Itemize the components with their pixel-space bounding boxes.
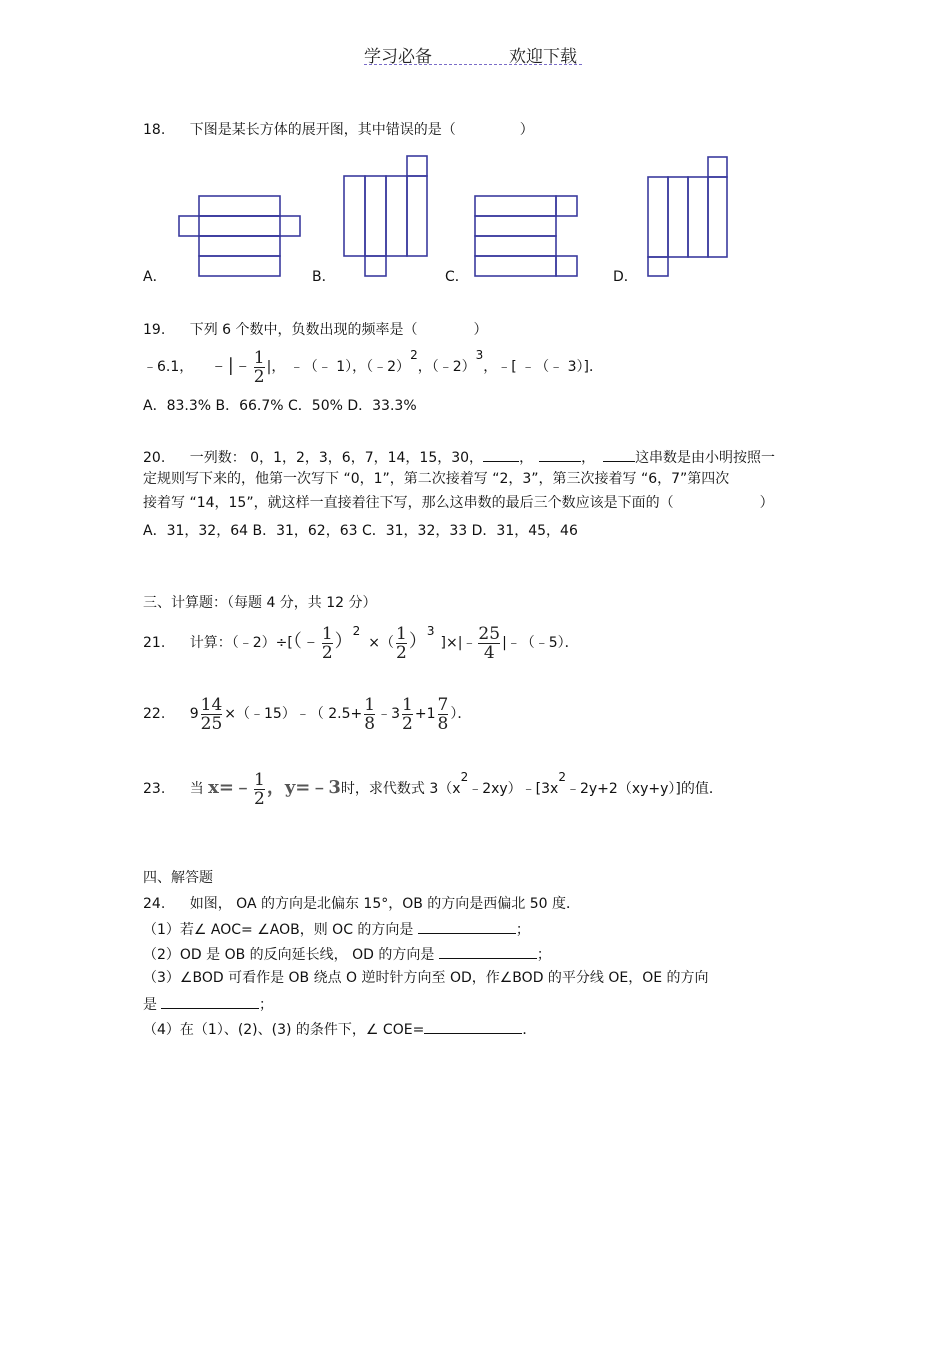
q22-n1: 14: [200, 694, 223, 715]
q19-text: 下列 6 个数中，负数出现的频率是（: [189, 322, 418, 338]
q19-expr-e: ，﹣[ ﹣（﹣ 3）]．: [483, 359, 603, 375]
q24-p3b-text: 是: [143, 997, 157, 1013]
q24-intro: 如图， OA 的方向是北偏东 15°，OB 的方向是西偏北 50 度．: [189, 896, 581, 912]
q23-c: ﹣2xy）﹣[3x: [468, 781, 559, 797]
q19-choices: A．83.3% B．66.7% C．50% D．33.3%: [143, 398, 417, 414]
q24-intro-line: [143, 895, 580, 913]
q18-option-d: D．: [613, 269, 638, 285]
q19-exp2: 2: [410, 348, 418, 362]
q24-part4: [143, 1019, 536, 1039]
q22-frac-2: [364, 696, 375, 733]
q19-fraction: [254, 349, 265, 386]
q21-n2: 1: [396, 623, 407, 644]
q20-number: 20.: [143, 450, 166, 466]
figure-c-net: [475, 196, 577, 276]
q22-d3: 2: [402, 713, 413, 734]
q20-text-d: 这串数是由小明按照一: [635, 450, 776, 466]
q19-expr-a: ﹣6.1，: [143, 359, 194, 375]
q22-c: ﹣3: [377, 706, 401, 722]
q21-d2: 2: [396, 642, 407, 663]
q22: [143, 692, 471, 736]
q22-frac-3: [402, 696, 413, 733]
section-3-title: 三、计算题：（每题 4 分，共 12 分）: [143, 595, 377, 611]
q24-part3b: [143, 994, 273, 1014]
figure-a-net: [179, 196, 300, 276]
q23-x: x=﹣: [208, 777, 252, 798]
q24-p4-blank[interactable]: [424, 1019, 522, 1034]
q18-option-c: C．: [445, 269, 469, 285]
q19-exp3: 3: [475, 348, 484, 362]
q23-frac: [254, 771, 265, 808]
figure-b-net: [344, 156, 427, 276]
q20-line1: [143, 447, 775, 467]
q21-exp3: 3: [426, 624, 435, 638]
q24-p3-blank[interactable]: [161, 994, 259, 1009]
q21-number: 21.: [143, 635, 166, 651]
q21-exp2: 2: [352, 624, 361, 638]
q24-part1: [143, 919, 530, 939]
q21-g: |﹣（﹣5）．: [502, 635, 579, 651]
q21-n1: 1: [321, 623, 333, 644]
q19-frac-den: 2: [253, 366, 265, 387]
q22-n2: 1: [364, 694, 376, 715]
q19: [143, 321, 488, 339]
q18-close: ）: [519, 122, 534, 138]
q20-text-a: 一列数： 0，1，2，3，6，7，14，15，30，: [189, 450, 484, 466]
q24-p3b-end: ；: [259, 997, 273, 1013]
q22-d2: 8: [364, 713, 376, 734]
q23-a: 当: [189, 781, 204, 797]
q22-d1: 25: [200, 713, 223, 734]
q23-exp2: 2: [558, 770, 566, 784]
q23-n: 1: [254, 769, 265, 790]
q21-d3: 4: [483, 642, 495, 663]
q22-d4: 8: [437, 713, 449, 734]
header-right: 欢迎下载: [509, 47, 577, 67]
q22-b: ×（﹣15）﹣（ 2.5+: [224, 706, 363, 722]
q24-p2-end: ；: [536, 947, 551, 963]
q24-p1-text: （1）若∠ AOC= ∠AOB，则 OC 的方向是: [143, 922, 414, 938]
q22-d: +1: [414, 706, 436, 722]
q23-d: 2: [254, 788, 265, 809]
q21-c: ）: [334, 631, 353, 652]
q18-number: 18.: [143, 122, 166, 138]
q20-line2: 定规则写下来的，他第一次写下 “0，1”，第二次接着写 “2，3”，第三次接着写 “6，7”第四次: [143, 471, 730, 487]
section-4-title: 四、解答题: [143, 870, 213, 886]
figure-d-net: [648, 157, 727, 276]
q24-p2-text: （2）OD 是 OB 的反向延长线， OD 的方向是: [143, 947, 435, 963]
q21: [143, 620, 579, 664]
q21-f: ]×|﹣: [440, 635, 477, 651]
q21-frac-3: [478, 625, 500, 662]
q20-text-c: ，: [581, 450, 596, 466]
q21-frac-1: [322, 625, 333, 662]
q24-p4-text: （4）在（1）、(2)、(3) 的条件下，∠ COE=: [143, 1022, 425, 1038]
q23: [143, 766, 723, 810]
q18-text: 下图是某长方体的展开图，其中错误的是（: [189, 122, 456, 138]
q22-e: ）．: [450, 706, 472, 722]
q22-n3: 1: [402, 694, 413, 715]
q19-abs-open: |: [227, 355, 234, 376]
q20-text-b: ，: [519, 450, 534, 466]
q21-frac-2: [396, 625, 407, 662]
q23-b: 时，求代数式 3（x: [340, 781, 461, 797]
header-left: 学习必备: [364, 47, 432, 67]
q24-number: 24.: [143, 896, 166, 912]
q19-expr-d: ，（﹣2）: [417, 359, 476, 375]
q23-y: ，y=﹣3: [266, 777, 341, 798]
q20-line3-text: 接着写 “14，15”，就这样一直接着往下写，那么这串数的最后三个数应该是下面的（: [143, 495, 674, 511]
q20-choices: A．31，32，64 B．31，62，63 C．31，32，33 D．31，45，46: [143, 523, 578, 539]
q19-frac-num: 1: [253, 347, 265, 368]
q22-number: 22.: [143, 706, 166, 722]
q23-exp1: 2: [460, 770, 469, 784]
q19-close: ）: [473, 322, 488, 338]
q18-figures: [0, 0, 950, 300]
q19-expr-b: ﹣: [209, 355, 228, 376]
q19-numbers: [143, 346, 603, 386]
q19-number: 19.: [143, 322, 166, 338]
q21-d1: 2: [321, 642, 333, 663]
q24-p1-blank[interactable]: [418, 919, 516, 934]
q21-a: 计算：（﹣2）÷[: [189, 635, 293, 651]
q21-d: ×（: [368, 635, 395, 651]
q24-part3: （3）∠BOD 可看作是 OB 绕点 O 逆时针方向至 OD，作∠BOD 的平分线 OE，OE 的方向: [143, 970, 709, 986]
q20-close: ）: [759, 495, 774, 511]
q18-option-a: A．: [143, 269, 167, 285]
q24-p4-end: ．: [522, 1022, 537, 1038]
q24-p2-blank[interactable]: [439, 944, 537, 959]
q22-a: 9: [189, 706, 199, 722]
q20-blank-3[interactable]: [603, 447, 635, 462]
q18-option-b: B．: [312, 269, 336, 285]
q23-number: 23.: [143, 781, 166, 797]
q22-frac-1: [201, 696, 223, 733]
q22-n4: 7: [437, 694, 449, 715]
q21-b: （﹣: [292, 631, 320, 652]
q20-blank-2[interactable]: [539, 447, 581, 462]
q21-n3: 25: [478, 623, 501, 644]
q19-expr-c: |， ﹣（﹣ 1），（﹣2）: [266, 359, 411, 375]
q24-part2: [143, 944, 551, 964]
q21-e: ）: [408, 631, 427, 652]
q20-line3: [143, 494, 774, 512]
q23-e: ﹣2y+2（xy+y）]的值．: [565, 781, 723, 797]
q19-minus-sign: ﹣: [233, 355, 252, 376]
q24-p1-end: ；: [515, 922, 530, 938]
q20-blank-1[interactable]: [483, 447, 519, 462]
q22-frac-4: [438, 696, 449, 733]
